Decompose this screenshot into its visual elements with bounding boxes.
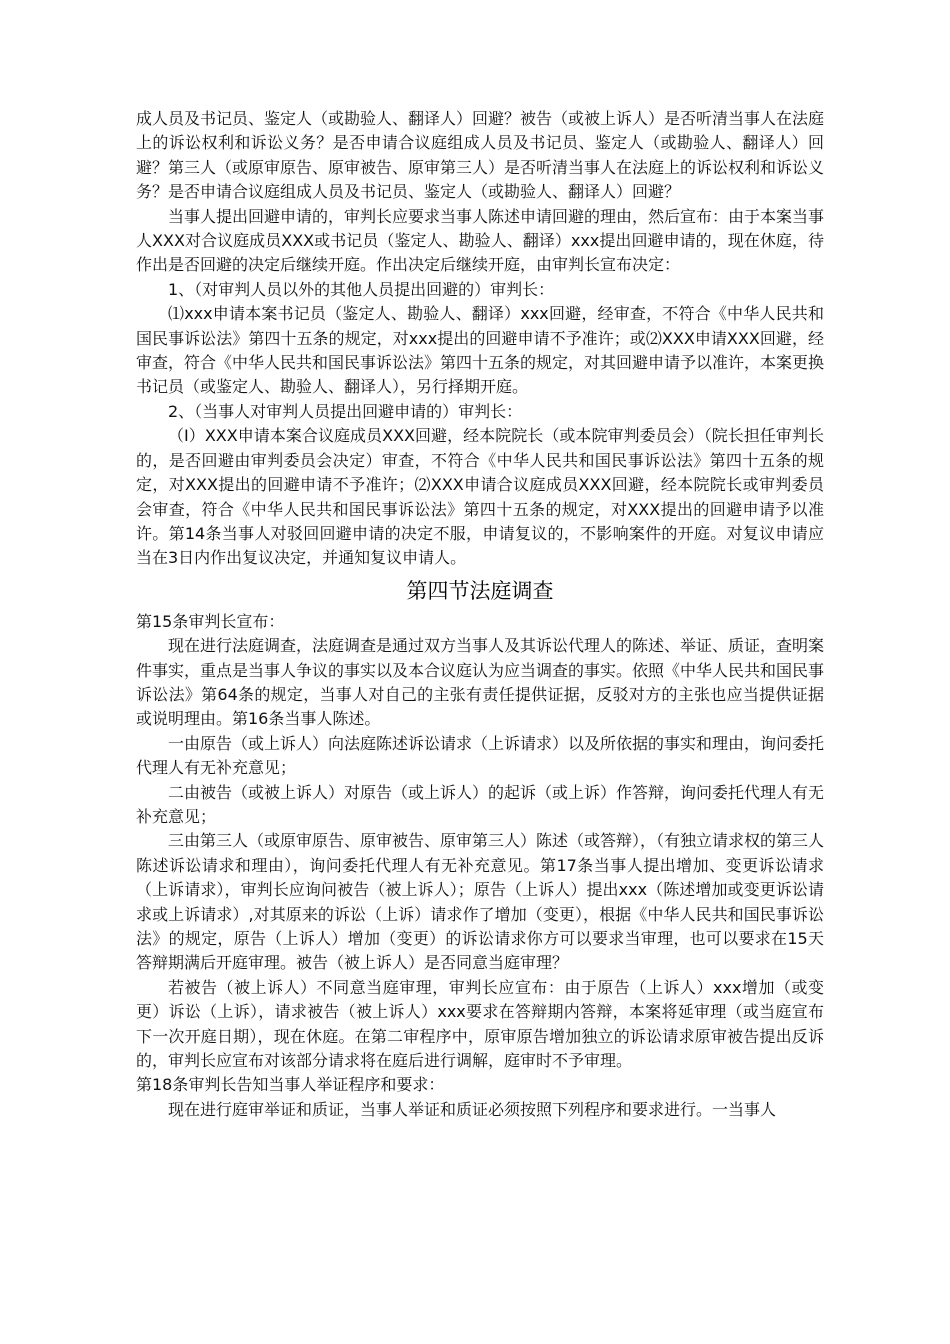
section-heading: 第四节法庭调查 — [406, 578, 554, 603]
paragraph-court-investigation: 现在进行法庭调查，法庭调查是通过双方当事人及其诉讼代理人的陈述、举证、质证，查明案件事实，重点是当事人争议的事实以及本合议庭认为应当调查的事实。依照《中华人民共和国民事诉讼法》第64条的规定，当事人对自己的主张有责任提供证据，反驳对方的主张也应当提供证据或说明理由。第16条当事人陈述。 — [136, 636, 825, 729]
paragraph-item-2-title: 2、（当事人对审判人员提出回避申请的）审判长： — [168, 401, 523, 421]
paragraph-plaintiff-statement: 一由原告（或上诉人）向法庭陈述诉讼请求（上诉请求）以及所依据的事实和理由，询问委托代理人有无补充意见； — [136, 733, 825, 778]
paragraph-evidence-procedure: 现在进行庭审举证和质证，当事人举证和质证必须按照下列程序和要求进行。一当事人 — [168, 1099, 777, 1119]
paragraph-recusal-application: 当事人提出回避申请的，审判长应要求当事人陈述申请回避的理由，然后宣布：由于本案当事人XXX对合议庭成员XXX或书记员（鉴定人、勘验人、翻译）xxx提出回避申请的，现在休庭，待作出是否回避的决定后继续开庭。作出决定后继续开庭，由审判长宣布决定： — [136, 206, 825, 275]
paragraph-third-party-statement: 三由第三人（或原审原告、原审被告、原审第三人）陈述（或答辩），（有独立请求权的第三人陈述诉讼请求和理由），询问委托代理人有无补充意见。第17条当事人提出增加、变更诉讼请求（上诉请求），审判长应询问被告（被上诉人）；原告（上诉人）提出xxx（陈述增加或变更诉讼请求或上诉请求）,对其原来的诉讼（上诉）请求作了增加（变更），根据《中华人民共和国民事诉讼法》的规定，原告（上诉人）增加（变更）的诉讼请求你方可以要求当审理，也可以要求在15天答辩期满后开庭审理。被告（被上诉人）是否同意当庭审理？ — [136, 831, 825, 973]
paragraph-item-1-title: 1、（对审判人员以外的其他人员提出回避的）审判长： — [168, 279, 555, 299]
paragraph-adjournment: 若被告（被上诉人）不同意当庭审理，审判长应宣布：由于原告（上诉人）xxx增加（或变更）诉讼（上诉），请求被告（被上诉人）xxx要求在答辩期内答辩，本案将延审理（或当庭宣布下一次开庭日期），现在休庭。在第二审程序中，原审原告增加独立的诉讼请求原审被告提出反诉的，审判长应宣布对该部分请求将在庭后进行调解，庭审时不予审理。 — [136, 977, 824, 1071]
paragraph-article-15: 第15条审判长宣布： — [136, 611, 285, 631]
paragraph-item-1-body: ⑴xxx申请本案书记员（鉴定人、勘验人、翻译）xxx回避，经审查，不符合《中华人民共和国民事诉讼法》第四十五条的规定，对xxx提出的回避申请不予准许；或⑵XXX申请XXX回避，经审查，符合《中华人民共和国民事诉讼法》第四十五条的规定，对其回避申请予以准许，本案更换书记员（或鉴定人、勘验人、翻译人），另行择期开庭。 — [136, 304, 825, 397]
paragraph-recusal-questions: 成人员及书记员、鉴定人（或勘验人、翻译人）回避？被告（或被上诉人）是否听清当事人在法庭上的诉讼权利和诉讼义务？是否申请合议庭组成人员及书记员、鉴定人（或勘验人、翻译人）回避？第三人（或原审原告、原审被告、原审第三人）是否听清当事人在法庭上的诉讼权利和诉讼义务？是否申请合议庭组成人员及书记员、鉴定人（或勘验人、翻译人）回避？ — [136, 109, 825, 202]
paragraph-item-2-body: （I）XXX申请本案合议庭成员XXX回避，经本院院长（或本院审判委员会）（院长担任审判长的，是否回避由审判委员会决定）审查，不符合《中华人民共和国民事诉讼法》第四十五条的规定，对XXX提出的回避申请不予准许；⑵XXX申请合议庭成员XXX回避，经本院院长或审判委员会审查，符合《中华人民共和国民事诉讼法》第四十五条的规定，对XXX提出的回避申请予以准许。第14条当事人对驳回回避申请的决定不服，申请复议的，不影响案件的开庭。对复议申请应当在3日内作出复议决定，并通知复议申请人。 — [136, 426, 824, 568]
document-page — [136, 107, 824, 1122]
paragraph-defendant-answer: 二由被告（或被上诉人）对原告（或上诉人）的起诉（或上诉）作答辩，询问委托代理人有无补充意见； — [136, 782, 825, 826]
paragraph-article-18: 第18条审判长告知当事人举证程序和要求： — [136, 1075, 445, 1095]
